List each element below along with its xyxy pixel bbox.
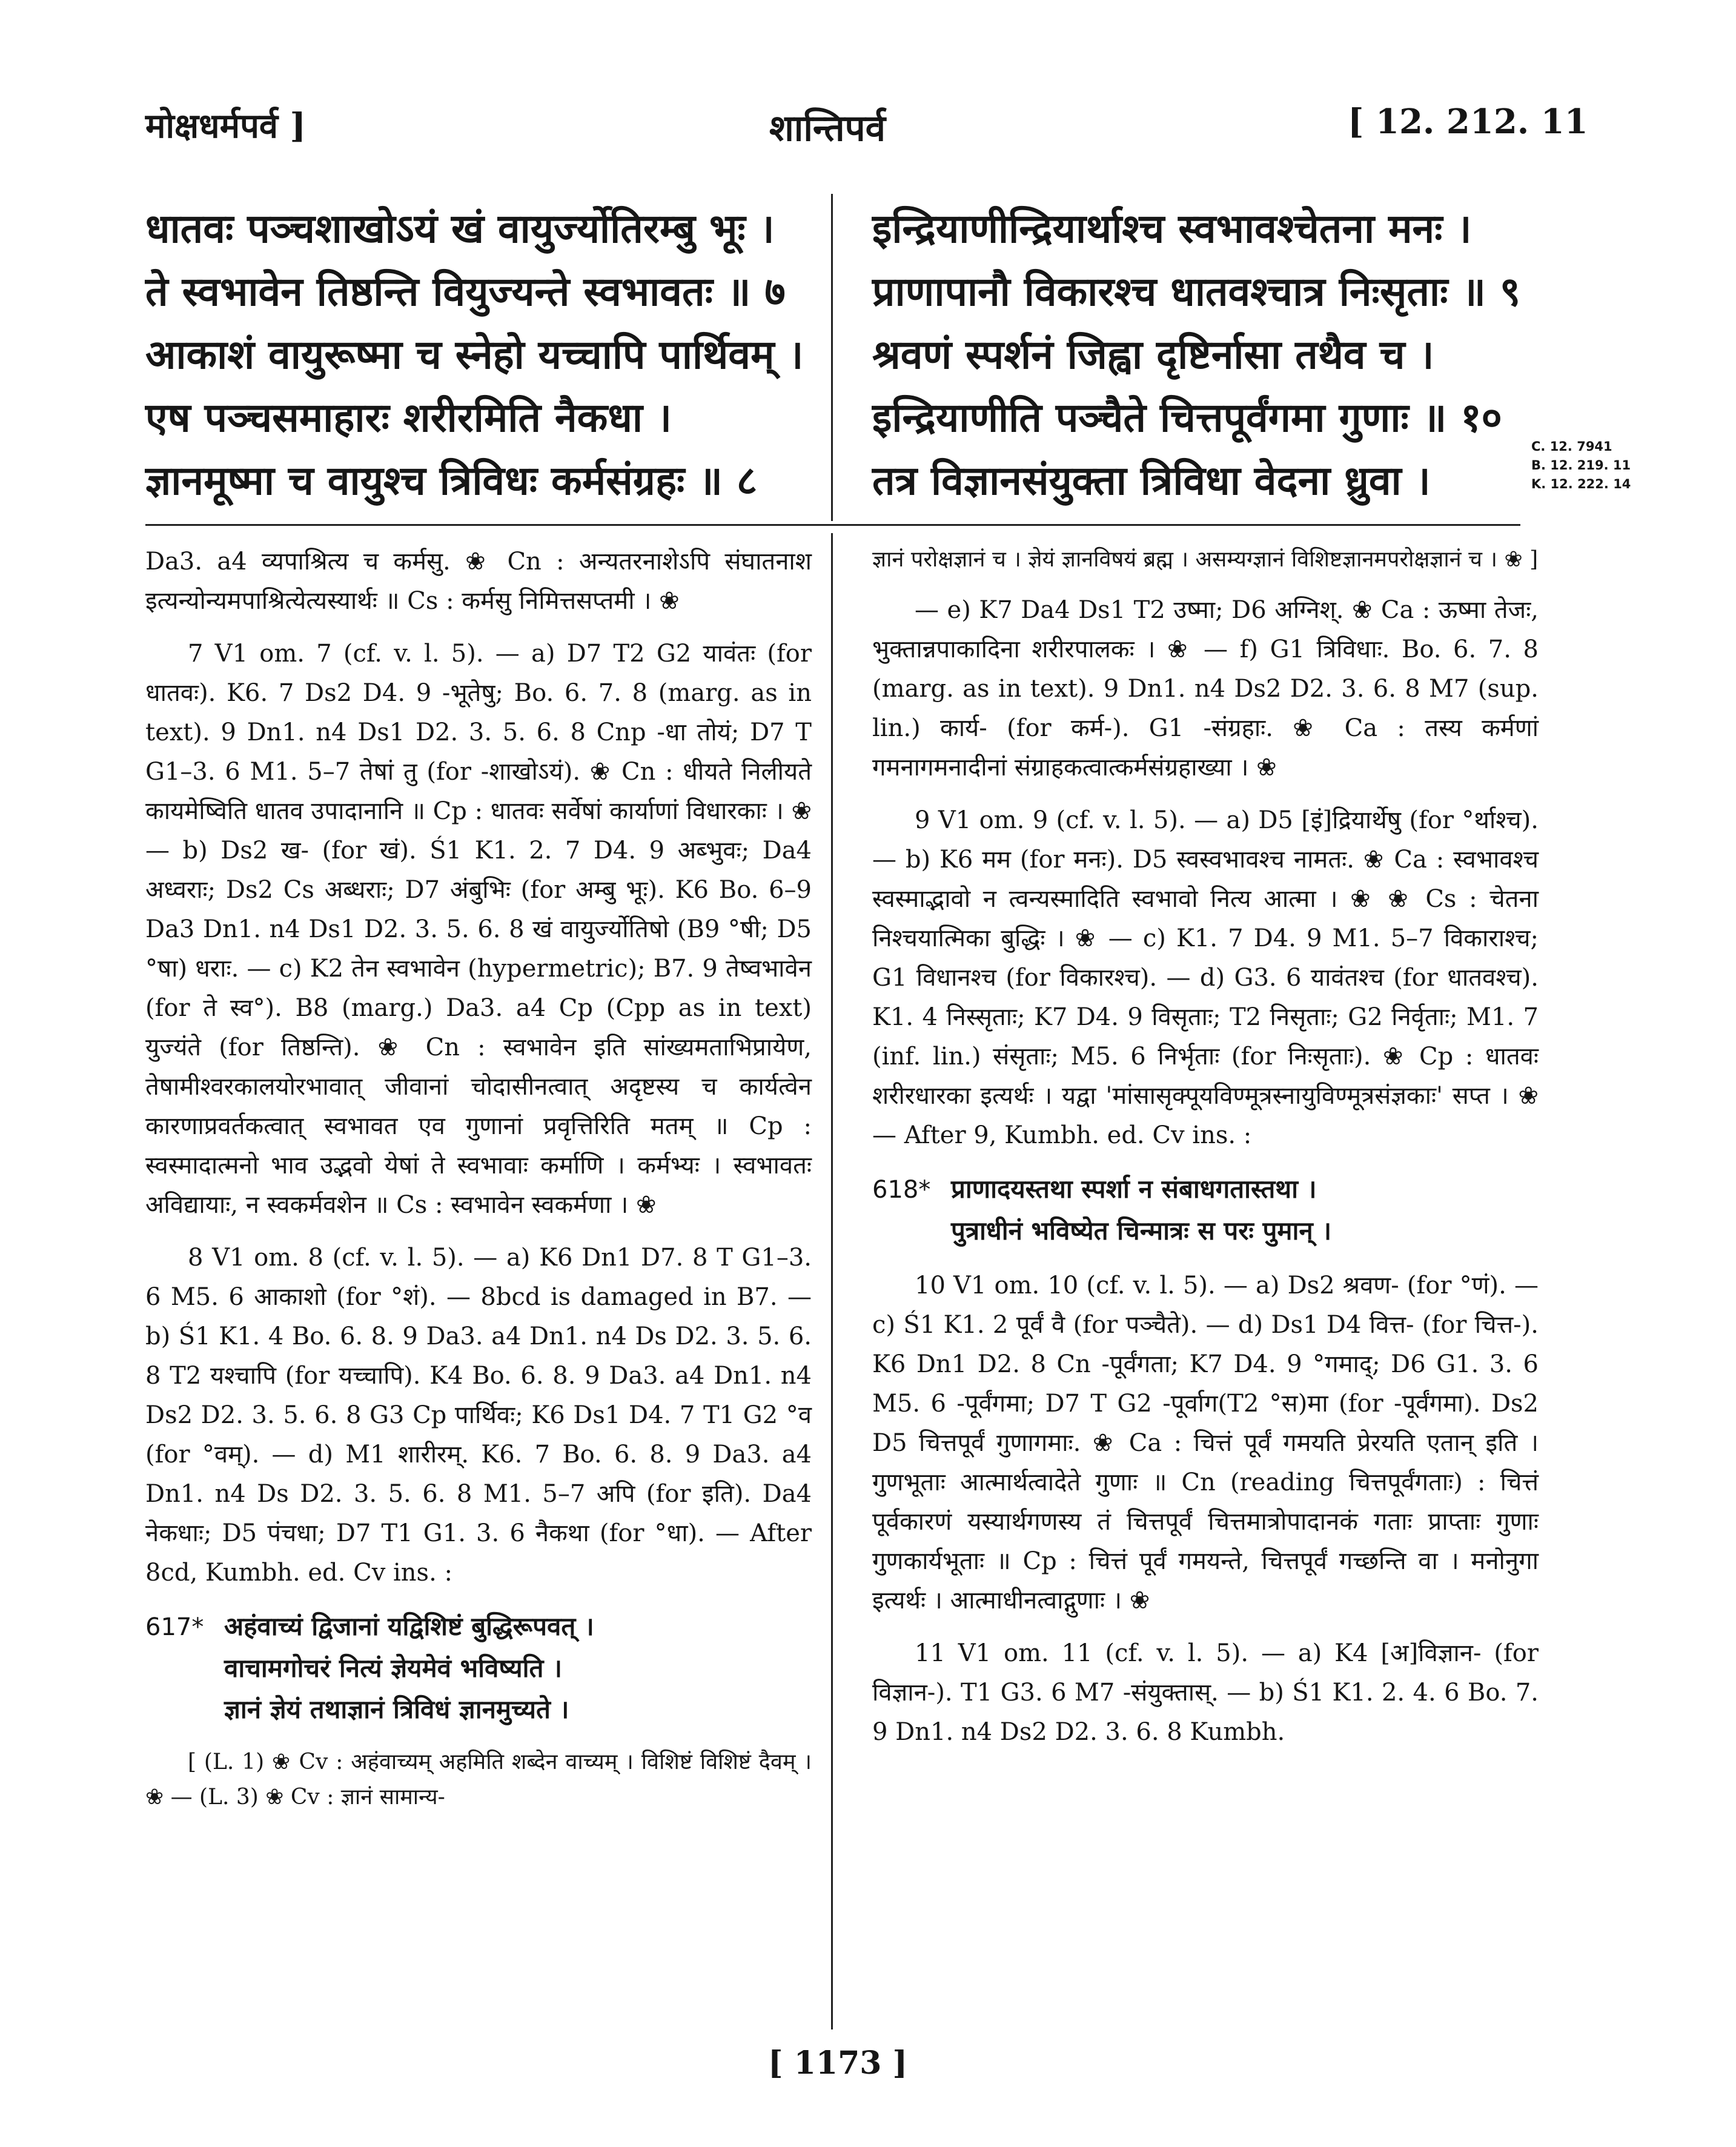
apparatus-note: 7 V1 om. 7 (cf. v. l. 5). — a) D7 T2 G2 यावंतः (for धातवः). K6. 7 Ds2 D4. 9 -भूतेषु; Bo. 6. 7. 8 (marg. as in text). 9 Dn1. n4 Ds1 D2. 3. 5. 6. 8 Cnp -धा तोयं; D7 T G1–3. 6 M1. 5–7 तेषां तु (for -शाखोऽयं). ❀ Cn : धीयते निलीयते कायमेष्विति धातव उपादानानि ॥ Cp : धातवः सर्वेषां कार्याणां विधारकाः । ❀ — b) Ds2 ख- (for खं). Ś1 K1. 2. 7 D4. 9 अब्भुवः; Da4 अध्वराः; Ds2 Cs अब्धराः; D7 अंबुभिः (for अम्बु भूः). K6 Bo. 6–9 Da3 Dn1. n4 Ds1 D2. 3. 5. 6. 8 खं वायुर्ज्योतिषो (B9 °षी; D5 °षा) धराः. — c) K2 तेन स्वभावेन (hypermetric); B7. 9 तेष्वभावेन (for ते स्व°). B8 (marg.) Da3. a4 Cp (Cpp as in text) युज्यंते (for तिष्ठन्ति). ❀ Cn : स्वभावेन इति सांख्यमताभिप्रायेण, तेषामीश्वरकालयोरभावात् जीवानां चोदासीनत्वात् अदृष्टस्य च कार्यत्वेन कारणाप्रवर्तकत्वात् स्वभावत एव गुणानां प्रवृत्तिरिति मतम् ॥ Cp : स्वस्मादात्मनो भाव उद्भवो येषां ते स्वभावाः कर्माणि । कर्मभ्यः । स्वभावतः अविद्यायाः, न स्वकर्मवशेन ॥ Cs : स्वभावेन स्वकर्मणा । ❀	[145, 640, 812, 1219]
verse-line: ते स्वभावेन तिष्ठन्ति वियुज्यन्ते स्वभावतः ॥ ७	[145, 268, 786, 315]
verse-column-divider	[831, 194, 833, 521]
concordance-refs	[1531, 437, 1631, 494]
apparatus-note: 8 V1 om. 8 (cf. v. l. 5). — a) K6 Dn1 D7. 8 T G1–3. 6 M5. 6 आकाशो (for °शं). — 8bcd is damaged in B7. — b) Ś1 K1. 4 Bo. 6. 8. 9 Da3. a4 Dn1. n4 Ds D2. 3. 5. 6. 8 T2 यश्चापि (for यच्चापि). K4 Bo. 6. 8. 9 Da3. a4 Dn1. n4 Ds2 D2. 3. 5. 6. 8 G3 Cp पार्थिवः; K6 Ds1 D4. 7 T1 G2 °व (for °वम्). — d) M1 शारीरम्. K6. 7 Bo. 6. 8. 9 Da3. a4 Dn1. n4 Ds D2. 3. 5. 6. 8 M1. 5–7 अपि (for इति). Da4 नेकधाः; D5 पंचधा; D7 T1 G1. 3. 6 नैकथा (for °धा). — After 8cd, Kumbh. ed. Cv ins. :	[145, 1244, 812, 1587]
star-insertion-line: ज्ञानं ज्ञेयं तथाज्ञानं त्रिविधं ज्ञानमुच्यते ।	[224, 1694, 569, 1724]
page-number: [ 1173 ]	[768, 2045, 908, 2082]
star-insertion-line: प्राणादयस्तथा स्पर्शा न संबाधगतास्तथा ।	[951, 1174, 1317, 1204]
apparatus-note: Da3. a4 व्यपाश्रित्य च कर्मसु. ❀ Cn : अन्यतरनाशेऽपि संघातनाश इत्यन्योन्यमपाश्रित्येत्यस्यार्थः ॥ Cs : कर्मसु निमित्तसप्तमी । ❀	[145, 548, 812, 615]
apparatus-note: [ (L. 1) ❀ Cv : अहंवाच्यम् अहमिति शब्देन वाच्यम् । विशिष्टं विशिष्टं दैवम् । ❀ — (L. 3) ❀ Cv : ज्ञानं सामान्य-	[145, 1750, 812, 1810]
apparatus-note: 11 V1 om. 11 (cf. v. l. 5). — a) K4 [अ]विज्ञान- (for विज्ञान-). T1 G3. 6 M7 -संयुक्तास्. — b) Ś1 K1. 2. 4. 6 Bo. 7. 9 Dn1. n4 Ds2 D2. 3. 6. 8 Kumbh.	[872, 1639, 1539, 1746]
verse-line: इन्द्रियाणीन्द्रियार्थाश्च स्वभावश्चेतना मनः ।	[872, 205, 1472, 252]
apparatus-note: 10 V1 om. 10 (cf. v. l. 5). — a) Ds2 श्रवण- (for °णं). — c) Ś1 K1. 2 पूर्वं वै (for पञ्चैते). — d) Ds1 D4 वित्त- (for चित्त-). K6 Dn1 D2. 8 Cn -पूर्वंगता; K7 D4. 9 °गमाद्; D6 G1. 3. 6 M5. 6 -पूर्वंगमा; D7 T G2 -पूर्वाग(T2 °स)मा (for -पूर्वंगमा). Ds2 D5 चित्तपूर्वं गुणागमाः. ❀ Ca : चित्तं पूर्वं गमयति प्रेरयति एतान् इति । गुणभूताः आत्मार्थत्वादेते गुणाः ॥ Cn (reading चित्तपूर्वंगताः) : चित्तं पूर्वकारणं यस्यार्थगणस्य तं चित्तपूर्वं चित्तमात्रोपादानकं गताः प्राप्ताः गुणाः गुणकार्यभूताः ॥ Cp : चित्तं पूर्वं गमयन्ते, चित्तपूर्वं गच्छन्ति वा । मनोनुगा इत्यर्थः । आत्माधीनत्वाद्गुणाः । ❀	[872, 1272, 1539, 1614]
verse-line: श्रवणं स्पर्शनं जिह्वा दृष्टिर्नासा तथैव च ।	[872, 331, 1434, 378]
apparatus-rule	[145, 524, 1520, 526]
apparatus-note: — e) K7 Da4 Ds1 T2 उष्मा; D6 अग्निश्. ❀ Ca : ऊष्मा तेजः, भुक्तान्नपाकादिना शरीरपालकः । ❀ — f) G1 त्रिविधाः. Bo. 6. 7. 8 (marg. as in text). 9 Dn1. n4 Ds2 D2. 3. 6. 8 M7 (sup. lin.) कार्य- (for कर्म-). G1 -संग्रहाः. ❀ Ca : तस्य कर्मणां गमनागमनादीनां संग्राहकत्वात्कर्मसंग्रहाख्या । ❀	[872, 596, 1539, 781]
verse-line: प्राणापानौ विकारश्च धातवश्चात्र निःसृताः ॥ ९	[872, 268, 1521, 315]
verse-line: धातवः पञ्चशाखोऽयं खं वायुर्ज्योतिरम्बु भूः ।	[145, 205, 775, 252]
star-insertion-line: अहंवाच्यं द्विजानां यद्विशिष्टं बुद्धिरूपवत् ।	[224, 1611, 594, 1641]
running-header-left: मोक्षधर्मपर्व ]	[145, 106, 306, 146]
star-insertion-number: 617*	[145, 1613, 204, 1641]
star-insertion-line: वाचामगोचरं नित्यं ज्ञेयमेवं भविष्यति ।	[224, 1653, 562, 1683]
running-header-title: शान्तिपर्व	[769, 107, 886, 150]
star-insertion-617	[145, 1606, 812, 1730]
verse-column-left	[145, 197, 803, 512]
verse-line: आकाशं वायुरूष्मा च स्नेहो यच्चापि पार्थिवम् ।	[145, 331, 804, 378]
concordance-ref: K. 12. 222. 14	[1531, 477, 1631, 491]
verse-column-right	[872, 197, 1520, 512]
star-insertion-618	[872, 1169, 1539, 1252]
concordance-ref: C. 12. 7941	[1531, 439, 1612, 454]
verse-line: एष पञ्चसमाहारः शरीरमिति नैकधा ।	[145, 394, 672, 441]
apparatus-column-right	[872, 542, 1539, 1765]
apparatus-column-left	[145, 542, 812, 1828]
apparatus-note: 9 V1 om. 9 (cf. v. l. 5). — a) D5 [इं]द्रियार्थेषु (for °र्थाश्च). — b) K6 मम (for मनः). D5 स्वस्वभावश्च नामतः. ❀ Ca : स्वभावश्च स्वस्माद्भावो न त्वन्यस्मादिति स्वभावो नित्य आत्मा । ❀ ❀ Cs : चेतना निश्चयात्मिका बुद्धिः । ❀ — c) K1. 7 D4. 9 M1. 5–7 विकाराश्च; G1 विधानश्च (for विकारश्च). — d) G3. 6 यावंतश्च (for धातवश्च). K1. 4 निस्सृताः; K7 D4. 9 विसृताः; T2 निसृताः; G2 निर्वृताः; M1. 7 (inf. lin.) संसृताः; M5. 6 निर्भृताः (for निःसृताः). ❀ Cp : धातवः शरीरधारका इत्यर्थः । यद्वा 'मांसासृक्पूयविण्मूत्रस्नायुविण्मूत्रसंज्ञकाः' सप्त । ❀ — After 9, Kumbh. ed. Cv ins. :	[872, 806, 1539, 1149]
apparatus-note: ज्ञानं परोक्षज्ञानं च । ज्ञेयं ज्ञानविषयं ब्रह्म । असम्यग्ज्ञानं विशिष्टज्ञानमपरोक्षज्ञानं च । ❀ ]	[872, 547, 1539, 572]
running-header-ref: [ 12. 212. 11	[1348, 102, 1588, 142]
verse-line: ज्ञानमूष्मा च वायुश्च त्रिविधः कर्मसंग्रहः ॥ ८	[145, 457, 758, 504]
concordance-ref: B. 12. 219. 11	[1531, 458, 1631, 473]
star-insertion-number: 618*	[872, 1176, 931, 1204]
apparatus-column-divider	[831, 533, 833, 2029]
star-insertion-line: पुत्राधीनं भविष्येत चिन्मात्रः स परः पुमान् ।	[951, 1216, 1332, 1246]
verse-line: तत्र विज्ञानसंयुक्ता त्रिविधा वेदना ध्रुवा ।	[872, 457, 1431, 504]
verse-line: इन्द्रियाणीति पञ्चैते चित्तपूर्वंगमा गुणाः ॥ १०	[872, 394, 1502, 441]
